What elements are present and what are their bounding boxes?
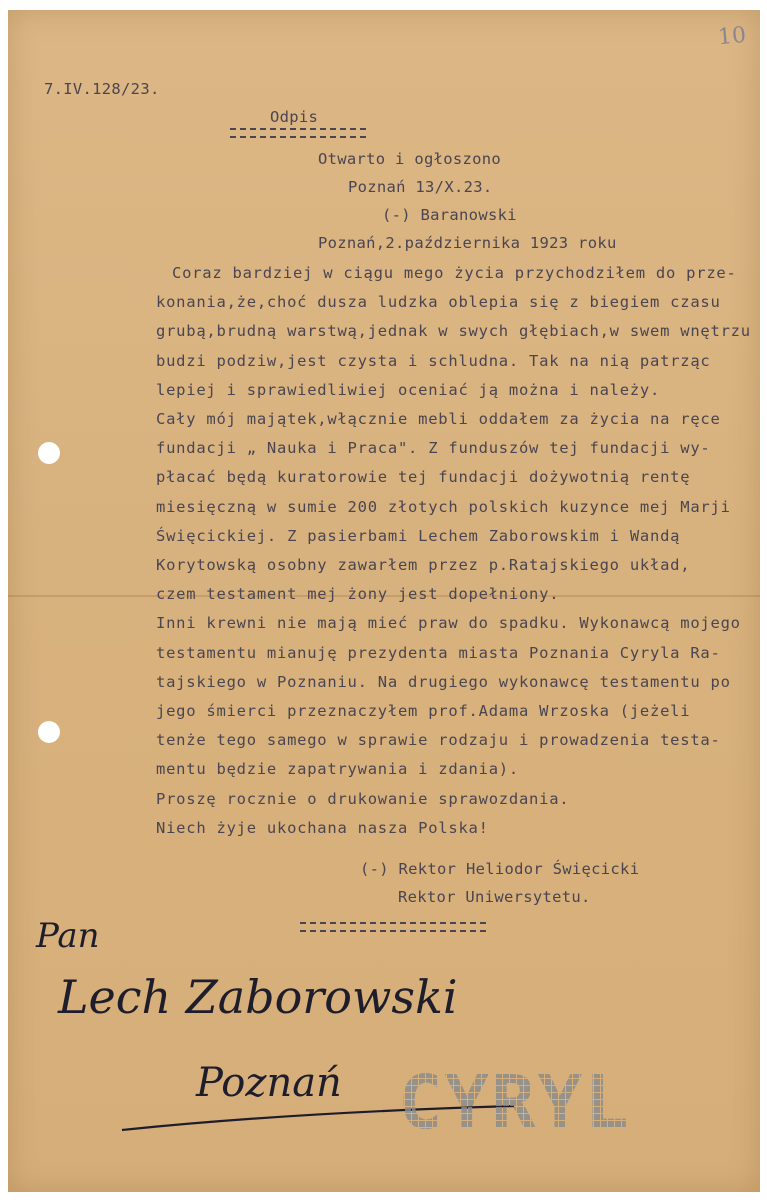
body-line: Święcickiej. Z pasierbami Lechem Zaborowskim i Wandą — [156, 526, 681, 545]
header-line-date: Poznań 13/X.23. — [348, 178, 493, 196]
body-line: fundacji „ Nauka i Praca". Z funduszów tej fundacji wy- — [156, 439, 711, 458]
signature-title: Rektor Uniwersytetu. — [398, 888, 591, 906]
body-line: Korytowską osobny zawarłem przez p.Ratajskiego układ, — [156, 556, 691, 574]
handwritten-addressee: Lech Zaborowski — [58, 970, 458, 1024]
handwritten-city: Poznań — [196, 1060, 342, 1106]
reference-number: 7.IV.128/23. — [44, 80, 160, 98]
body-line: tenże tego samego w sprawie rodzaju i prowadzenia testa- — [156, 731, 721, 750]
closing-rule — [300, 922, 486, 932]
body-line: płacać będą kuratorowie tej fundacji dożywotnią rentę — [156, 468, 691, 487]
handwritten-salutation: Pan — [36, 916, 100, 956]
header-line-signatory: (-) Baranowski — [382, 206, 517, 224]
cyryl-watermark-logo — [398, 1072, 698, 1132]
punch-hole-bottom — [38, 721, 60, 743]
body-line: Cały mój majątek,włącznie mebli oddałem za życia na ręce — [156, 410, 721, 428]
body-line: budzi podziw,jest czysta i schludna. Tak na nią patrząc — [156, 351, 711, 370]
header-line-opened: Otwarto i ogłoszono — [318, 150, 502, 168]
body-line: tajskiego w Poznaniu. Na drugiego wykonawcę testamentu po — [156, 672, 731, 691]
body-line: Coraz bardziej w ciągu mego życia przychodziłem do prze- — [172, 264, 737, 282]
body-line: jego śmierci przeznaczyłem prof.Adama Wrzoska (jeżeli — [156, 702, 691, 720]
punch-hole-top — [38, 442, 60, 464]
body-line: grubą,brudną warstwą,jednak w swych głębiach,w swem wnętrzu — [156, 322, 751, 341]
body-line: miesięczną w sumie 200 złotych polskich kuzynce mej Marji — [156, 497, 731, 516]
body-line: czem testament mej żony jest dopełniony. — [156, 585, 560, 604]
body-line: lepiej i sprawiedliwiej oceniać ją można i należy. — [156, 380, 661, 399]
page-number: 10 — [716, 22, 748, 51]
signature-name: (-) Rektor Heliodor Święcicki — [360, 860, 640, 878]
body-line: Inni krewni nie mają mieć praw do spadku. Wykonawcą mojego — [156, 614, 741, 633]
body-line: Proszę rocznie o drukowanie sprawozdania. — [156, 789, 570, 808]
svg-text:CYRYL: CYRYL — [398, 1072, 631, 1132]
heading-underline — [230, 128, 366, 138]
document-heading: Odpis — [270, 108, 319, 126]
body-line: testamentu mianuję prezydenta miasta Poznania Cyryla Ra- — [156, 643, 721, 662]
body-line: mentu będzie zapatrywania i zdania). — [156, 760, 519, 779]
body-line: konania,że,choć dusza ludzka oblepia się z biegiem czasu — [156, 293, 721, 312]
header-line-place-date: Poznań,2.października 1923 roku — [318, 234, 617, 252]
body-line: Niech żyje ukochana nasza Polska! — [156, 818, 489, 837]
